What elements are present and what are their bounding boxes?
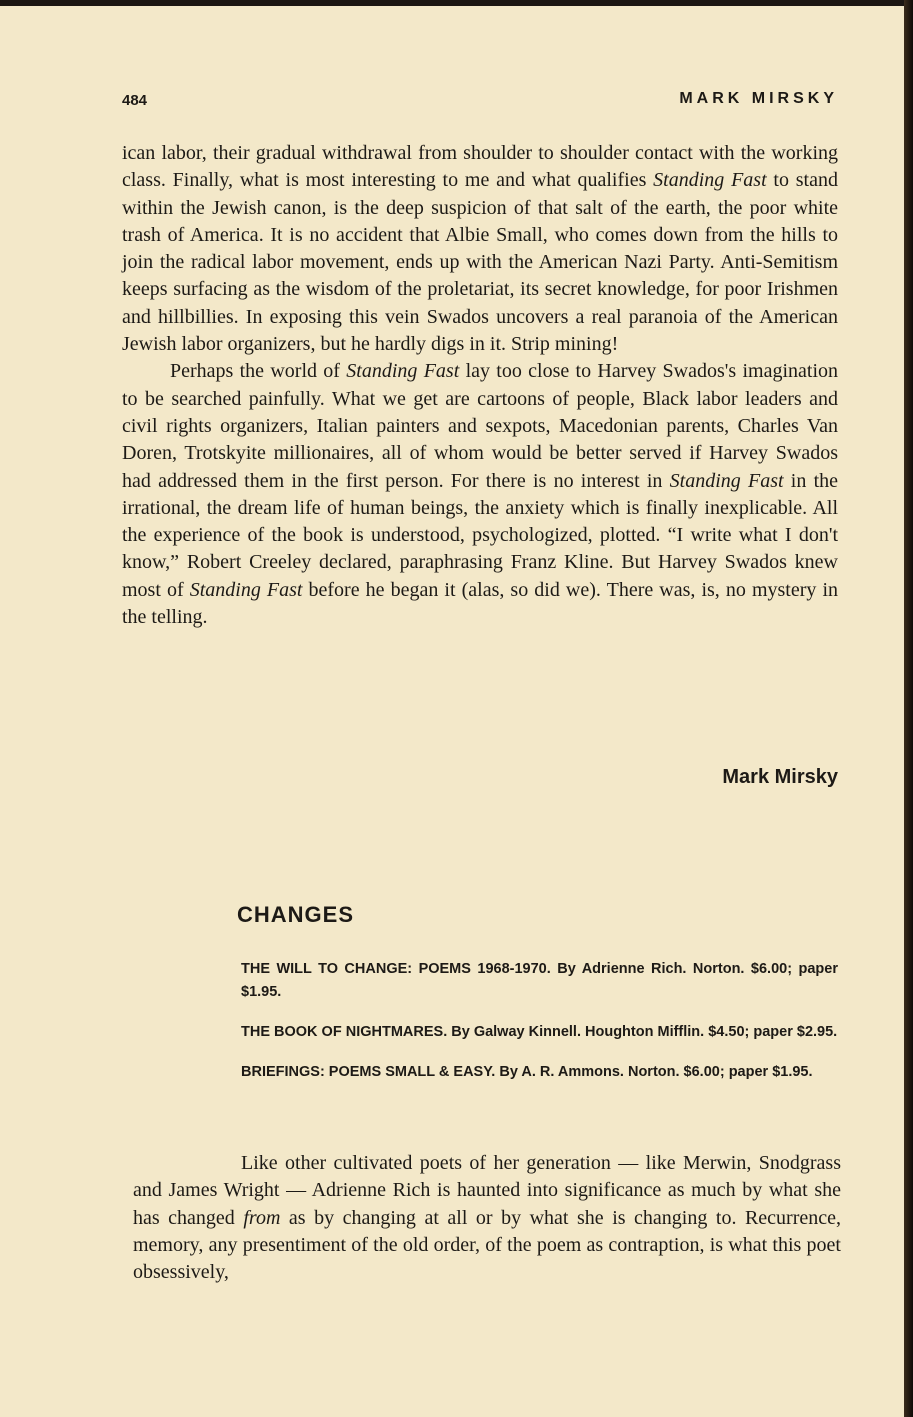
book-title-italic: Standing Fast	[346, 360, 460, 383]
text-run: lay too close to Harvey Swados's imagination to be searched painfully. What we get are cartoons of people, Black labor leaders and civil rights organizers, Italian painters and sexpots, Macedonian parents, Charles Van Doren, Trotskyite millionaires, all of whom would be better served if Harvey Swados had addressed them in the first person. For there is no interest in	[122, 360, 839, 492]
book-title-italic: Standing Fast	[189, 578, 303, 601]
text-run: before he began it (alas, so did we). There was, is, no mystery in the telling.	[122, 578, 839, 629]
emphasis-italic: from	[243, 1206, 281, 1229]
text-run: as by changing at all or by what she is changing to. Recurrence, memory, any presentiment of the old order, of the poem as contraption, is what this poet obsessively,	[133, 1206, 842, 1284]
running-head: MARK MIRSKY	[679, 90, 838, 107]
review-paragraph	[133, 1150, 841, 1286]
page-right-edge	[904, 0, 913, 1417]
text-run: ican labor, their gradual withdrawal from shoulder to shoulder contact with the working class. Finally, what is most interesting to me and what qualifies	[122, 142, 838, 192]
text-run: in the irrational, the dream life of human beings, the anxiety which is finally inexplicable. All the experience of the book is understood, psychologized, plotted. “I write what I don't know,” Robert Creeley declared, paraphrasing Franz Kline. But Harvey Swados knew most of	[122, 469, 838, 601]
book-entry: THE WILL TO CHANGE: POEMS 1968-1970. By Adrienne Rich. Norton. $6.00; paper $1.95.	[241, 961, 838, 1000]
text-run: Like other cultivated poets of her generation — like Merwin, Snodgrass and James Wright — Adrienne Rich is haunted into significance as much by what she has changed	[133, 1152, 841, 1229]
essay-body	[122, 140, 838, 631]
review-body	[133, 1150, 841, 1286]
page-number: 484	[122, 92, 148, 109]
page-header	[122, 92, 838, 116]
paragraph-1	[122, 140, 838, 358]
book-title-italic: Standing Fast	[653, 169, 767, 192]
page-top-edge	[0, 0, 913, 6]
book-title-italic: Standing Fast	[669, 469, 784, 492]
author-signature: Mark Mirsky	[722, 766, 838, 788]
text-run: to stand within the Jewish canon, is the deep suspicion of that salt of the earth, the poor white trash of America. It is no accident that Albie Small, who comes down from the hills to join the radical labor movement, ends up with the American Nazi Party. Anti-Semitism keeps surfacing as the wisdom of the proletariat, its secret knowledge, for poor Irishmen and hillbillies. In exposing this vein Swados uncovers a real paranoia of the American Jewish labor organizers, but he hardly digs in it. Strip mining!	[122, 169, 838, 356]
book-list	[241, 958, 838, 1101]
paragraph-2	[122, 358, 838, 631]
book-entry: BRIEFINGS: POEMS SMALL & EASY. By A. R. Ammons. Norton. $6.00; paper $1.95.	[241, 1064, 813, 1080]
section-title: CHANGES	[237, 902, 355, 927]
book-entry: THE BOOK OF NIGHTMARES. By Galway Kinnell. Houghton Mifflin. $4.50; paper $2.95.	[241, 1024, 838, 1040]
text-run: Perhaps the world of	[170, 360, 347, 383]
